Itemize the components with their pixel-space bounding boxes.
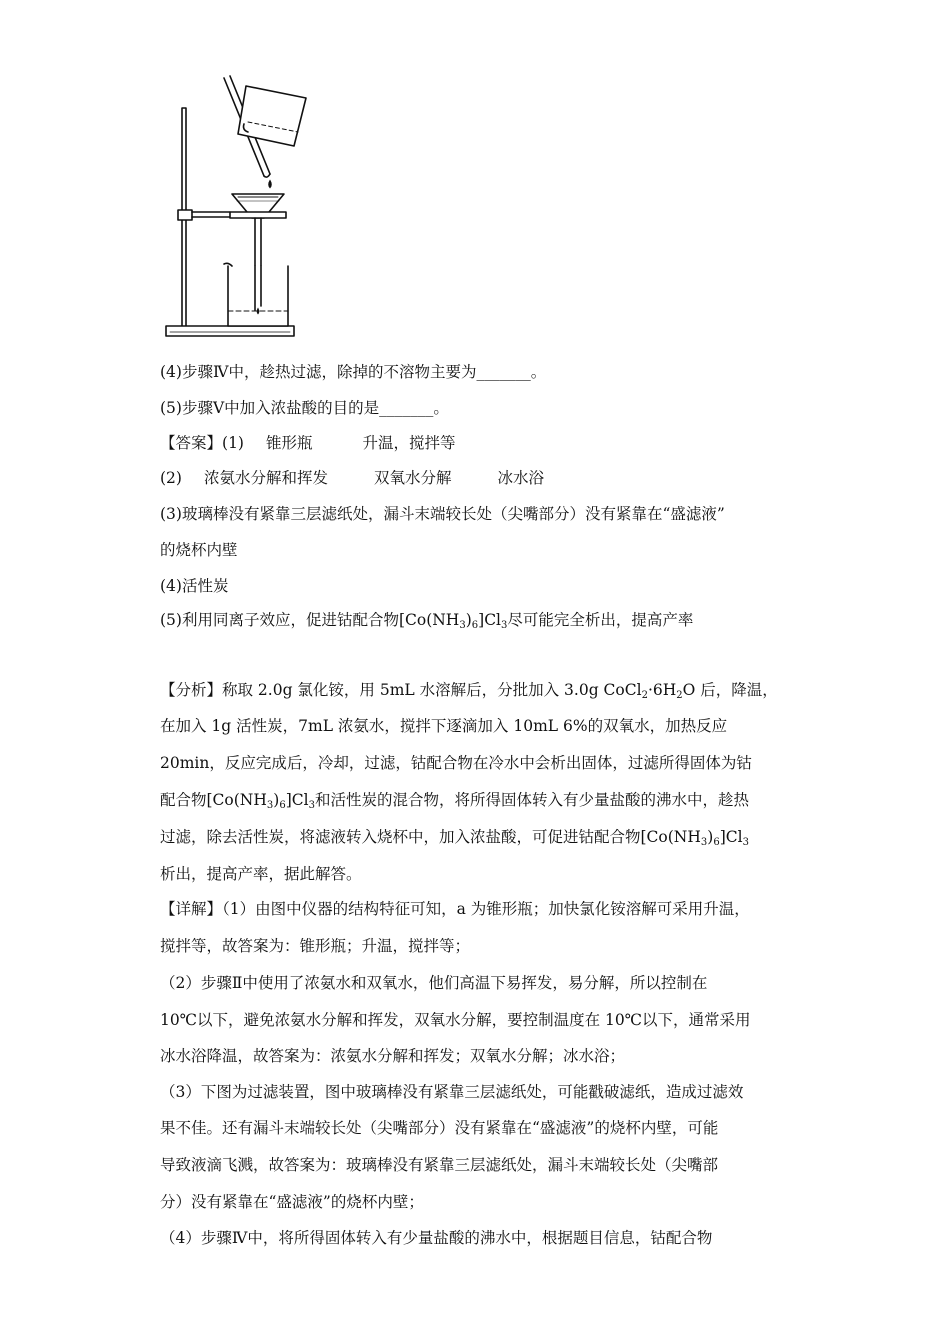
- filtration-apparatus-figure: [158, 70, 308, 350]
- detail-line-6: （3）下图为过滤装置，图中玻璃棒没有紧靠三层滤纸处，可能戳破滤纸，造成过滤效: [160, 1083, 744, 1101]
- analysis-line-1: 【分析】称取 2.0g 氯化铵，用 5mL 水溶解后，分批加入 3.0g $CoCl_2\cdot 6H_2O$ 后，降温，: [160, 681, 778, 701]
- analysis-line-4: 配合物$[Co(NH_3)_6]Cl_3$和活性炭的混合物，将所得固体转入有少量盐酸的沸水中，趁热: [160, 791, 749, 811]
- detail-line-8: 导致液滴飞溅，故答案为：玻璃棒没有紧靠三层滤纸处，漏斗末端较长处（尖嘴部: [160, 1156, 719, 1174]
- answer-5: (5)利用同离子效应，促进钴配合物$[Co(NH_3)_6]Cl_3$尽可能完全析出，提高产率: [160, 611, 694, 631]
- analysis-line-3: 20min，反应完成后，冷却，过滤，钴配合物在冷水中会析出固体，过滤所得固体为钴: [160, 754, 752, 772]
- analysis-line-5: 过滤，除去活性炭，将滤液转入烧杯中，加入浓盐酸，可促进钴配合物$[Co(NH_3)_6]Cl_3$: [160, 828, 749, 848]
- question-4: (4)步骤Ⅳ中，趁热过滤，除掉的不溶物主要为_______。: [160, 363, 547, 381]
- collecting-beaker: [224, 263, 288, 326]
- pouring-beaker: [238, 86, 306, 146]
- detail-line-3: （2）步骤Ⅱ中使用了浓氨水和双氧水，他们高温下易挥发，易分解，所以控制在: [160, 974, 708, 992]
- analysis-line-2: 在加入 1g 活性炭，7mL 浓氨水，搅拌下逐滴加入 10mL 6%的双氧水，加热反应: [160, 717, 728, 735]
- detail-line-2: 搅拌等，故答案为：锥形瓶；升温，搅拌等；: [160, 937, 471, 955]
- answer-line-2: (2) 浓氨水分解和挥发 双氧水分解 冰水浴: [160, 469, 545, 487]
- analysis-line-6: 析出，提高产率，据此解答。: [160, 865, 362, 883]
- answer-line-1: 【答案】(1) 锥形瓶 升温，搅拌等: [160, 434, 456, 452]
- detail-line-9: 分）没有紧靠在“盛滤液”的烧杯内壁；: [160, 1193, 424, 1211]
- detail-line-1: 【详解】（1）由图中仪器的结构特征可知，a 为锥形瓶；加快氯化铵溶解可采用升温，: [160, 900, 750, 918]
- detail-line-4: 10℃以下，避免浓氨水分解和挥发，双氧水分解，要控制温度在 10℃以下，通常采用: [160, 1011, 751, 1029]
- answer-4: (4)活性炭: [160, 577, 229, 595]
- liquid-drop: [269, 180, 272, 188]
- answer-3-line-1: (3)玻璃棒没有紧靠三层滤纸处，漏斗末端较长处（尖嘴部分）没有紧靠在“盛滤液”: [160, 505, 725, 523]
- detail-line-5: 冰水浴降温，故答案为：浓氨水分解和挥发；双氧水分解；冰水浴；: [160, 1047, 626, 1065]
- answer-tag: 【答案】: [160, 434, 223, 452]
- detail-line-10: （4）步骤Ⅳ中，将所得固体转入有少量盐酸的沸水中，根据题目信息，钴配合物: [160, 1229, 713, 1247]
- detail-line-7: 果不佳。还有漏斗末端较长处（尖嘴部分）没有紧靠在“盛滤液”的烧杯内壁，可能: [160, 1119, 719, 1137]
- question-5: (5)步骤Ⅴ中加入浓盐酸的目的是_______。: [160, 399, 449, 417]
- answer-3-line-2: 的烧杯内壁: [160, 541, 238, 559]
